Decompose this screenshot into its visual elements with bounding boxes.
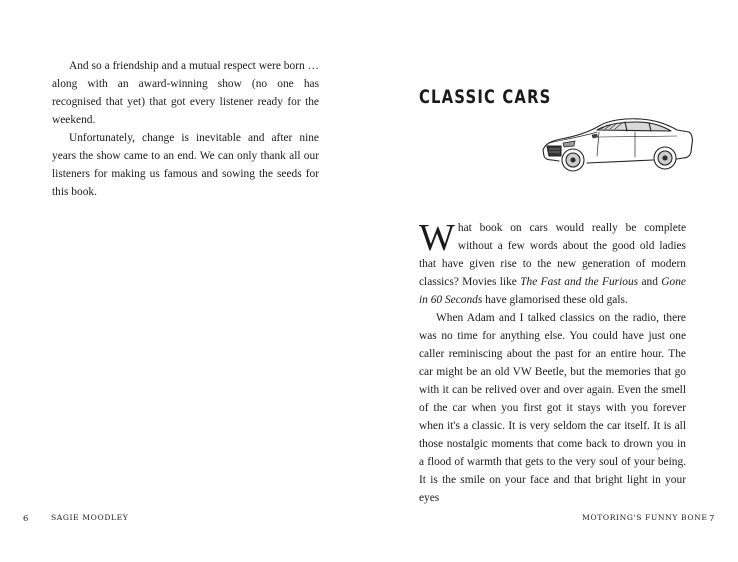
- drop-cap: W: [419, 217, 455, 259]
- left-page-body: [52, 57, 319, 201]
- body-paragraph: And so a friendship and a mutual respect were born … along with an award-winning show (no one has recognised that yet) that got every listener ready for the weekend.: [52, 60, 319, 126]
- movie-title: The Fast and the Furious: [520, 276, 639, 288]
- running-head: MOTORING'S FUNNY BONE: [582, 513, 708, 522]
- movie-title: Gone in 60 Seconds: [419, 276, 686, 306]
- right-page-body: [419, 219, 686, 507]
- body-paragraph: Unfortunately, change is inevitable and after nine years the show came to an end. We can only thank all our listeners for making us famous and sowing the seeds for this book.: [52, 132, 319, 198]
- chapter-title: CLASSIC CARS: [419, 86, 552, 108]
- body-text: hat book on cars would really be complete without a few words about the good old ladies that have given rise to the new generation of modern classics? Movies like: [419, 222, 686, 288]
- body-text: have glamorised these old gals.: [482, 294, 628, 306]
- page-number: 7: [709, 513, 715, 523]
- sedan-car-illustration: [537, 110, 697, 176]
- body-text: and: [638, 276, 662, 288]
- body-paragraph: [419, 219, 686, 309]
- body-paragraph: When Adam and I talked classics on the radio, there was no time for anything else. You could have just one caller reminiscing about the past for an entire hour. The car might be an old VW Beetle, but the memories that go with it can be relived over and over again. Even the smell of the car when you first got it stays with you forever when it's a classic. It is very seldom the car itself. It is all those nostalgic moments that come back to drown you in a flood of warmth that gets to the very soul of your being. It is the smile on your face and that bright light in your eyes: [419, 312, 686, 504]
- right-page: [369, 0, 738, 562]
- running-head: SAGIE MOODLEY: [51, 513, 129, 522]
- page-number: 6: [23, 513, 29, 523]
